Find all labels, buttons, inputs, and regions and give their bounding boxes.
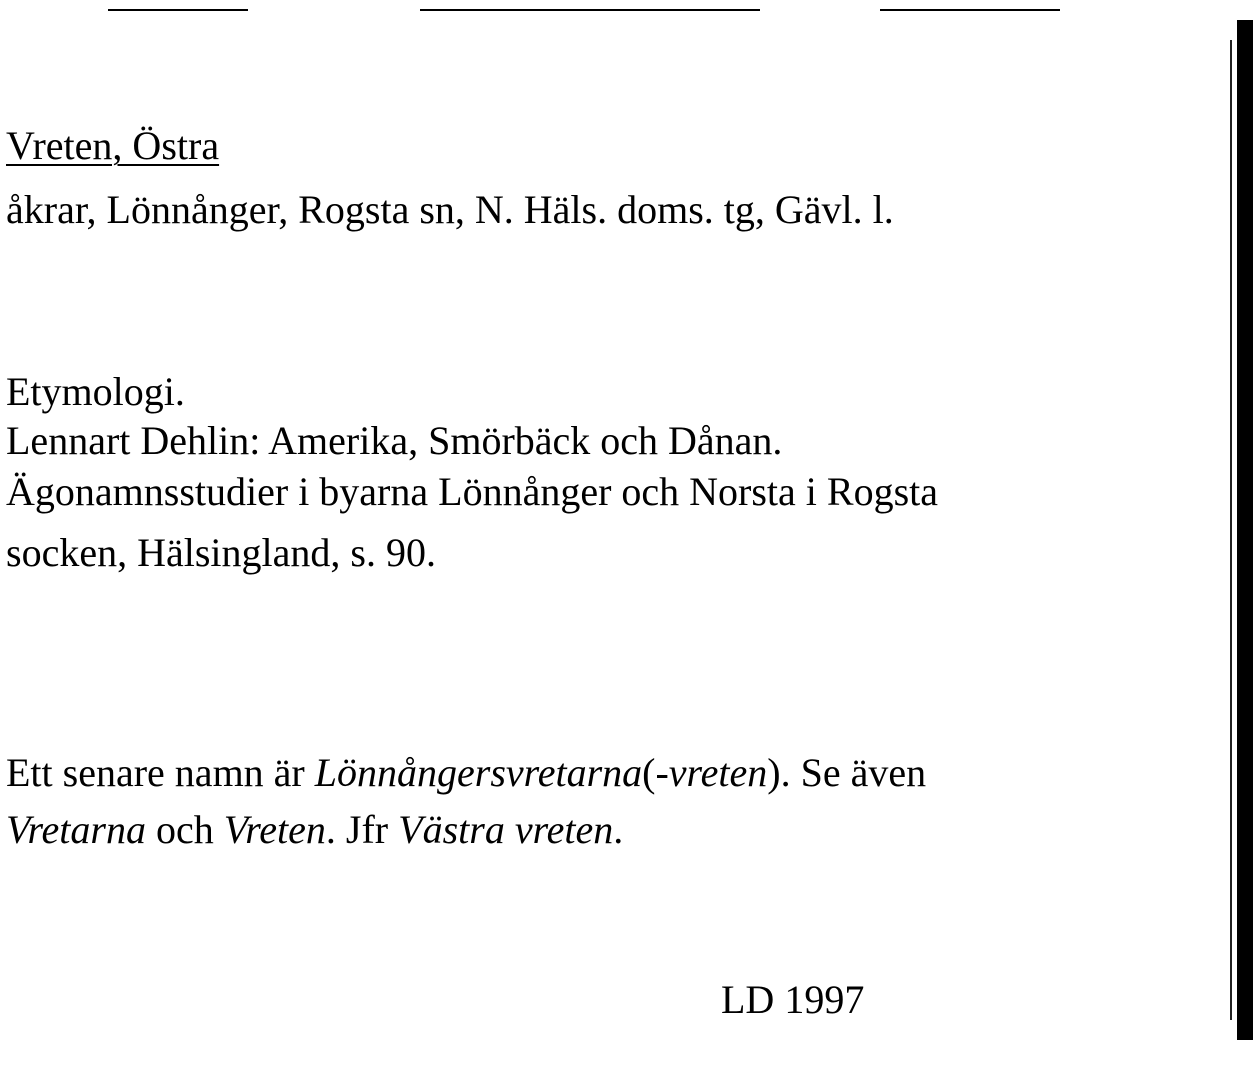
scan-edge-top	[880, 9, 1060, 11]
note-text: och	[145, 807, 224, 852]
note-text: . Jfr	[325, 807, 399, 852]
note-line	[6, 807, 624, 852]
note-text: .	[613, 807, 624, 852]
note-italic-name: Vreten	[223, 807, 326, 852]
signature: LD 1997	[721, 977, 865, 1022]
scan-edge-top	[108, 9, 248, 11]
note-text: Ett senare namn är	[6, 750, 315, 795]
note-italic-name: Västra vreten	[398, 807, 614, 852]
etymology-source-line: Lennart Dehlin: Amerika, Smörbäck och Dånan.	[6, 418, 783, 463]
note-line	[6, 750, 927, 795]
headword: Vreten, Östra	[6, 123, 220, 168]
note-text: (	[642, 750, 656, 795]
scan-edge-right	[1237, 20, 1253, 1040]
etymology-source-line: socken, Hälsingland, s. 90.	[6, 530, 436, 575]
location-description: åkrar, Lönnånger, Rogsta sn, N. Häls. doms. tg, Gävl. l.	[6, 187, 894, 232]
note-text: ). Se även	[767, 750, 927, 795]
note-italic-name: Vretarna	[6, 807, 146, 852]
note-italic-name: Lönnångersvretarna	[314, 750, 643, 795]
etymology-source-line: Ägonamnsstudier i byarna Lönnånger och Norsta i Rogsta	[6, 469, 939, 514]
scan-edge-top	[420, 9, 760, 11]
scan-edge-right	[1230, 40, 1232, 1020]
etymology-heading: Etymologi.	[6, 369, 185, 414]
note-italic-name: -vreten	[655, 750, 768, 795]
